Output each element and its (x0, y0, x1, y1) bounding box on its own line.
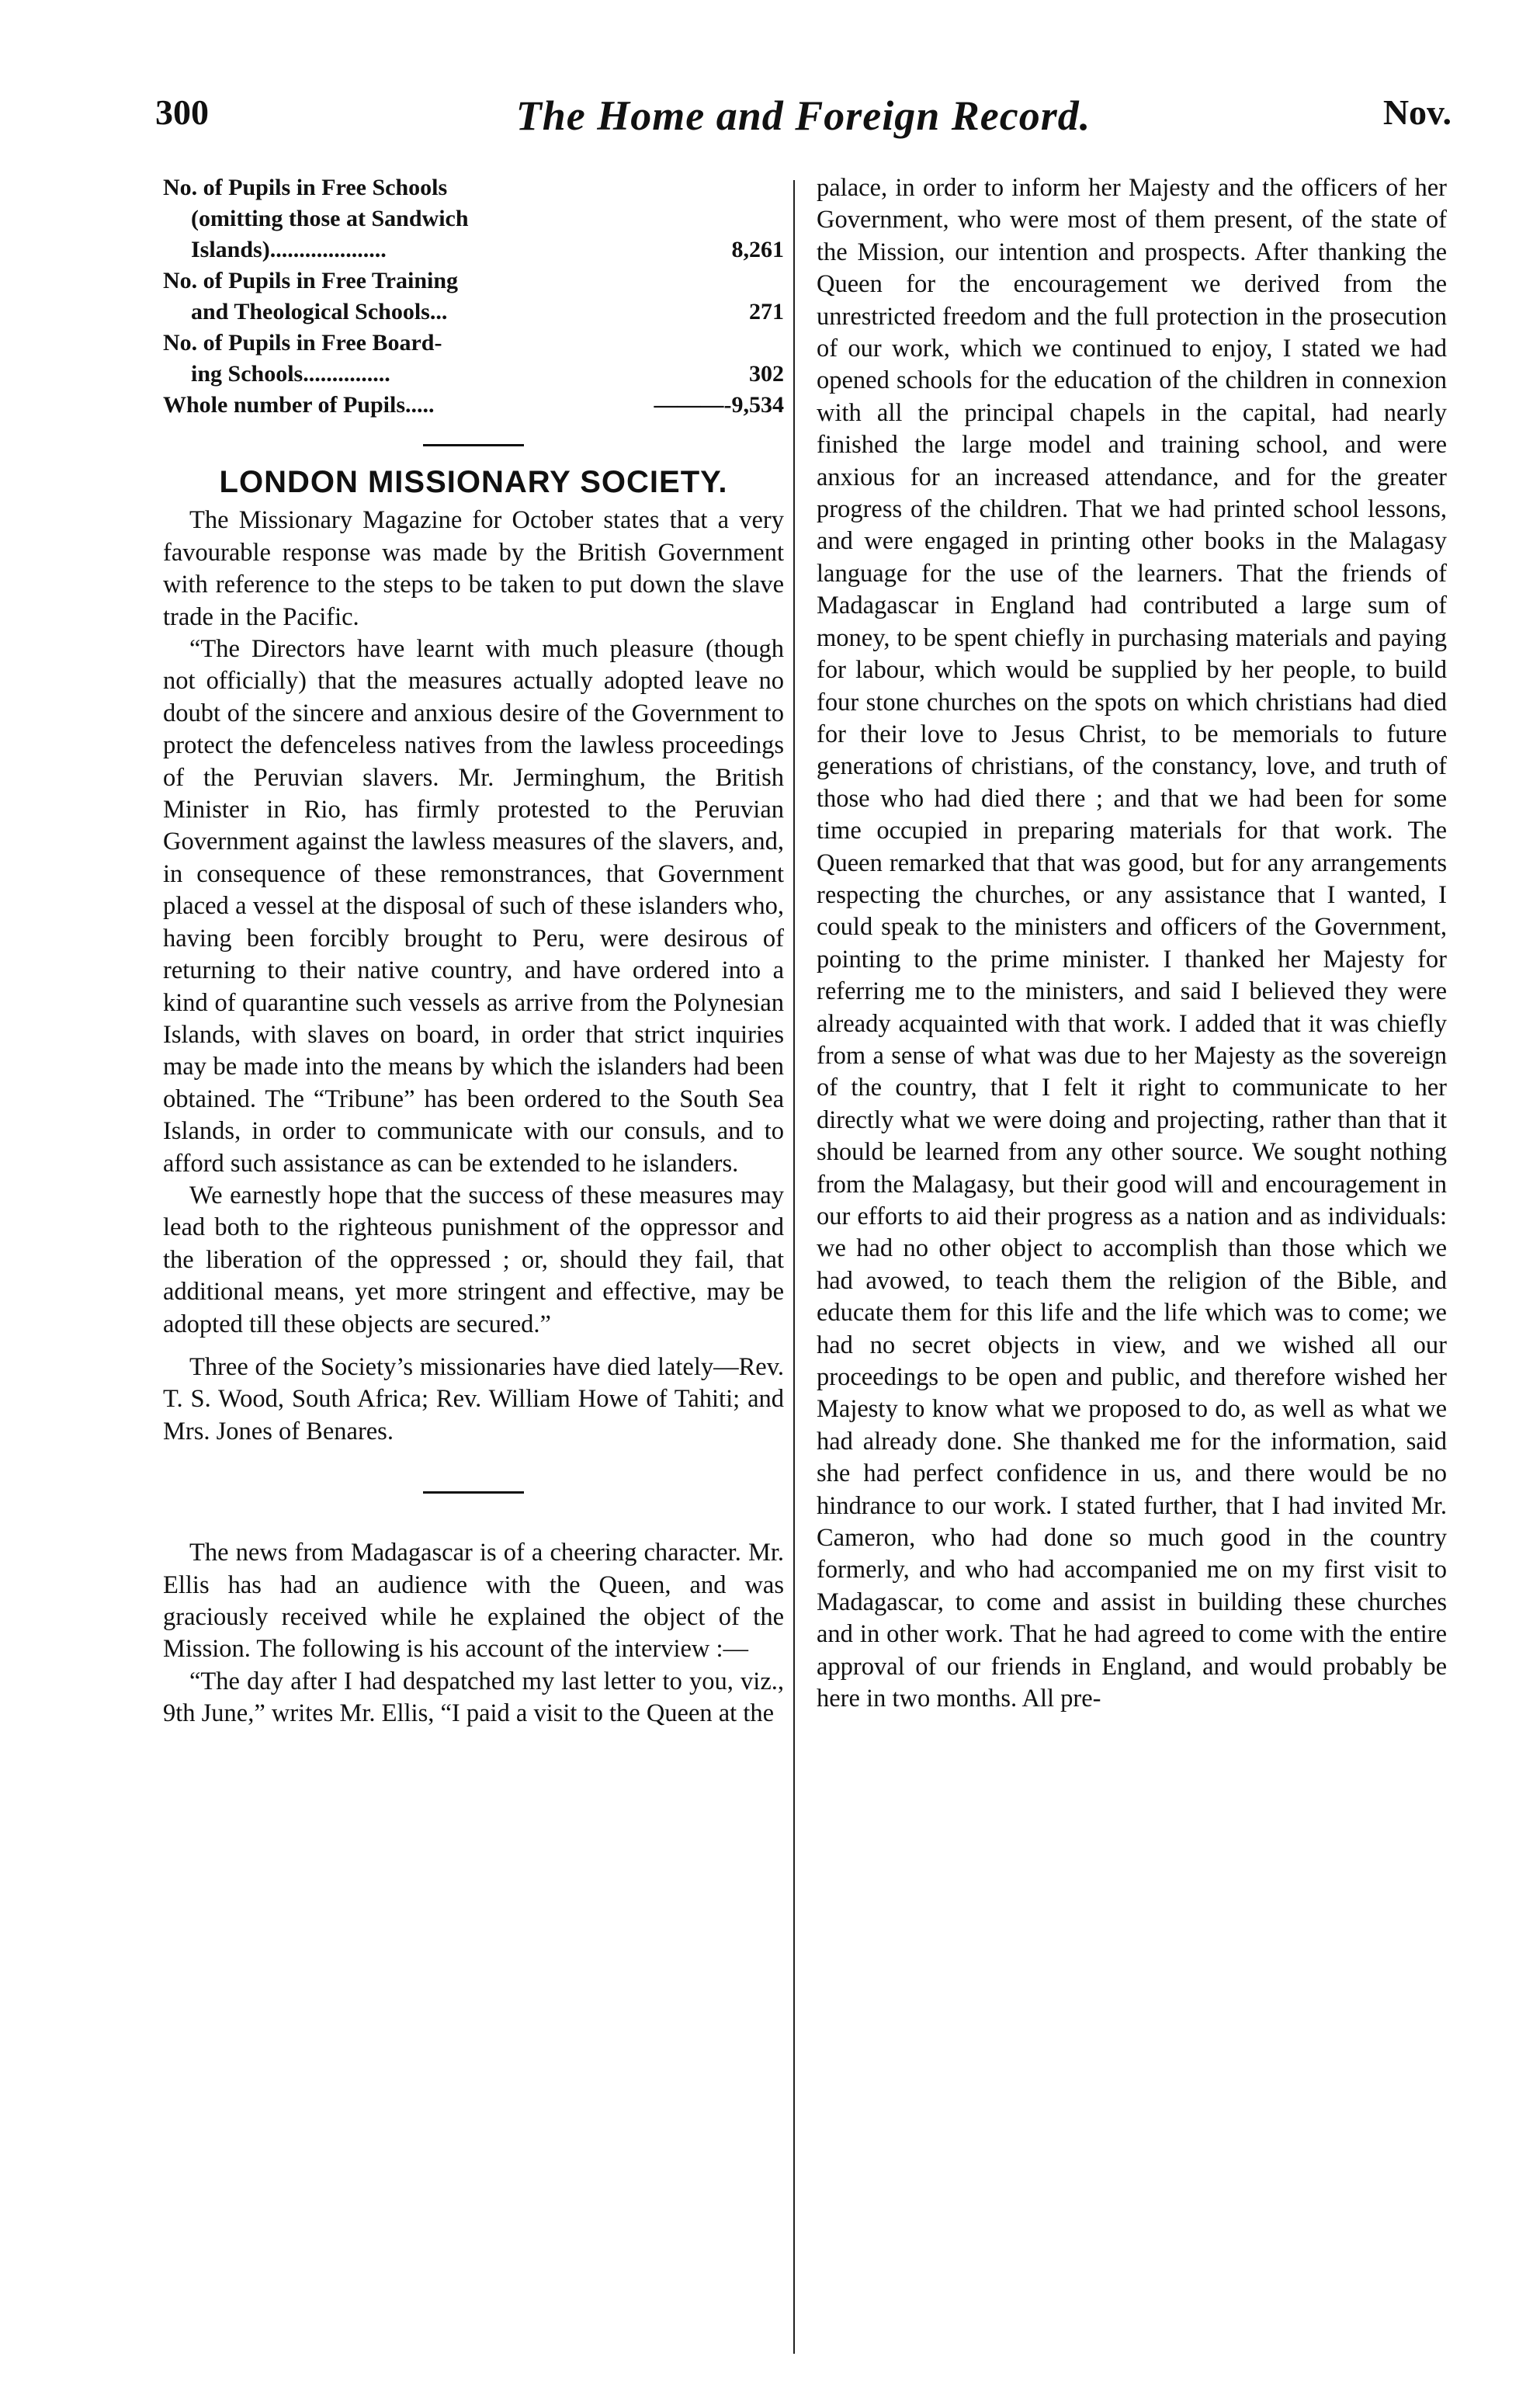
stat-value: ———-9,534 (654, 392, 784, 418)
stat-label: ing Schools............... (191, 361, 390, 387)
stat-row (163, 359, 784, 390)
stat-label: Whole number of Pupils..... (163, 392, 435, 418)
article-paragraph: palace, in order to inform her Majesty and the officers of her Government, who were most of them present, of the state of the Mission, our intention and prospects. After thanking the Queen for the encouragement we derived from the unrestricted freedom and the full protection in the prosecution of our work, which we continued to enjoy, I stated we had opened schools for the education of the children in connexion with all the principal chapels in the capital, had nearly finished the large model and training school, and were anxious for an increased attendance, and for the greater progress of the children. That we had printed school lessons, and were engaged in printing other books in the Malagasy language for the use of the learners. That the friends of Madagascar in England had contributed a large sum of money, to be spent chiefly in purchasing materials and paying for labour, which would be supplied by her people, to build four stone churches on the spots on which christians had died for their love to Jesus Christ, to be memorials to future generations of christians, of the constancy, love, and truth of those who had died there ; and that we had been for some time occupied in preparing materials for that work. The Queen remarked that that was good, but for any arrangements respecting the churches, or any assistance that I wanted, I could speak to the ministers and officers of the Government, pointing to the prime minister. I thanked her Majesty for referring me to the ministers, and said I believed they were already acquainted with that work. I added that it was chiefly from a sense of what was due to her Majesty as the sovereign of the country, that I felt it right to communicate to her directly what we were doing and projecting, rather than that it should be learned from any other source. We sought nothing from the Malagasy, but their good will and encouragement in our efforts to aid their progress as a nation and as individuals: we had no other object to accomplish than those which we had avowed, to teach them the religion of the Bible, and educate them for this life and the life which was to come; we had no secret objects in view, and we wished all our proceedings to be open and public, and therefore wished her Majesty to know what we proposed to do, as well as what we had already done. She thanked me for the information, said she had perfect confidence in us, and there would be no hindrance to our work. I stated further, that I had invited Mr. Cameron, who had done so much good in the country formerly, and who had accompanied me on my first visit to Madagascar, to come and assist in building these churches and in other work. That he had agreed to come with the entire approval of our friends in England, and would probably be here in two months. All pre- (817, 174, 1447, 1713)
article-paragraph: The Missionary Magazine for October states that a very favourable response was made by the British Government with reference to the steps to be taken to put down the slave trade in the Pacific. (163, 506, 784, 631)
section-heading: LONDON MISSIONARY SOCIETY. (219, 465, 728, 499)
article-paragraph: We earnestly hope that the success of these measures may lead both to the righteous punishment of the oppressor and the liberation of the oppressed ; or, should they fail, that additional means, yet more stringent and effective, may be adopted till these objects are secured.” (163, 1181, 784, 1338)
stat-label: Islands).................... (191, 237, 387, 262)
stat-row (163, 203, 784, 234)
stat-value (699, 172, 784, 203)
section-divider (423, 444, 524, 446)
stat-label: No. of Pupils in Free Board- (163, 330, 442, 356)
article-paragraph: “The Directors have learnt with much pleasure (though not officially) that the measures actually adopted leave no doubt of the sincere and anxious desire of the Government to protect the defenceless natives from the lawless proceedings of the Peruvian slavers. Mr. Jerminghum, the British Minister in Rio, has firmly protested to the Peruvian Government against the lawless measures of the slavers, and, in consequence of these remonstrances, that Government placed a vessel at the disposal of such of these islanders who, having been forcibly brought to Peru, were desirous of returning to their native country, and have ordered into a kind of quarantine such vessels as arrive from the Polynesian Islands, with slaves on board, in order that strict inquiries may be made into the means by which the islanders had been obtained. The “Tribune” has been ordered to the South Sea Islands, in order to communicate with our consuls, and to afford such assistance as can be extended to he islanders. (163, 635, 784, 1178)
stat-row (163, 172, 784, 203)
issue-month: Nov. (1382, 92, 1452, 132)
article-paragraph: Three of the Society’s missionaries have died lately—Rev. T. S. Wood, South Africa; Rev. William Howe of Tahiti; and Mrs. Jones of Benares. (163, 1352, 784, 1445)
running-header (155, 92, 1452, 154)
stat-value (699, 265, 784, 297)
left-column (163, 172, 784, 1730)
stat-label: No. of Pupils in Free Schools (163, 175, 448, 200)
column-divider (793, 180, 795, 2354)
stat-row (163, 328, 784, 359)
article-paragraph: “The day after I had despatched my last letter to you, viz., 9th June,” writes Mr. Ellis, “I paid a visit to the Queen at the (163, 1667, 784, 1728)
stat-value: 8,261 (731, 237, 784, 262)
stat-label: (omitting those at Sandwich (191, 206, 469, 231)
stat-row (163, 297, 784, 328)
stat-row-total (163, 390, 784, 421)
stat-value (699, 203, 784, 234)
section-divider (423, 1491, 524, 1494)
page-number: 300 (155, 92, 209, 132)
pupil-statistics-table (163, 172, 784, 421)
stat-label: and Theological Schools... (191, 299, 448, 324)
stat-value: 271 (749, 299, 784, 324)
stat-value: 302 (749, 361, 784, 387)
journal-title: The Home and Foreign Record. (515, 92, 1091, 139)
stat-row (163, 265, 784, 297)
right-column (817, 172, 1447, 1716)
stat-label: No. of Pupils in Free Training (163, 268, 459, 293)
stat-value (699, 328, 784, 359)
stat-row (163, 234, 784, 265)
article-paragraph: The news from Madagascar is of a cheering character. Mr. Ellis has had an audience with the Queen, and was graciously received while he explained the object of the Mission. The following is his account of the interview :— (163, 1539, 784, 1664)
